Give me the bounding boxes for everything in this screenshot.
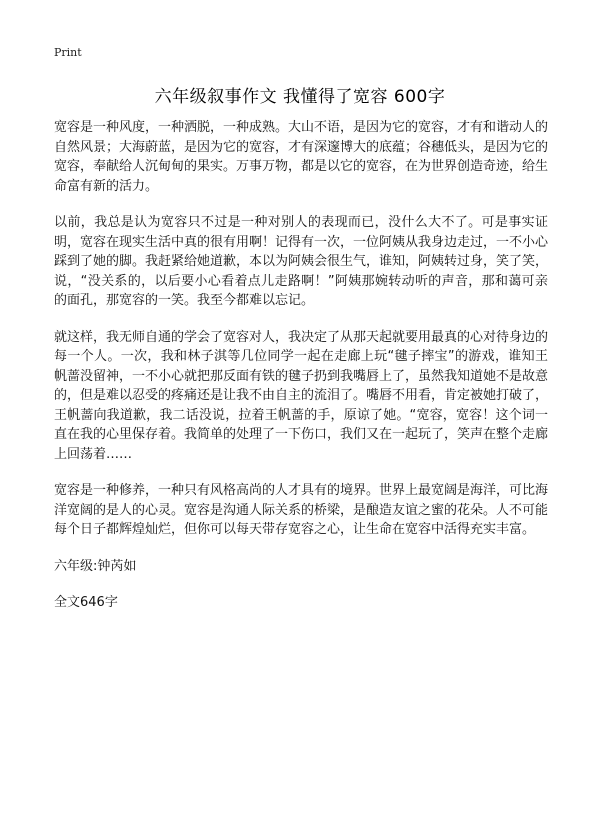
paragraph-4: 宽容是一种修养，一种只有风格高尚的人才具有的境界。世界上最宽阔是海洋，可比海洋宽阔的是人的心灵。宽容是沟通人际关系的桥梁，是酿造友谊之蜜的花朵。人不可能每个日子都辉煌灿烂，但你可以每天带存宽容之心，让生命在宽容中活得充实丰富。 bbox=[54, 483, 549, 537]
paragraph-1: 宽容是一种风度，一种洒脱，一种成熟。大山不语，是因为它的宽容，才有和谐动人的自然风景；大海蔚蓝，是因为它的宽容，才有深邃博大的底蕴；谷穗低头，是因为它的宽容，奉献给人沉甸甸的果实。万事万物，都是以它的宽容，在为世界创造奇迹，给生命富有新的活力。 bbox=[54, 120, 549, 194]
author-signature: 六年级:钟芮如 bbox=[54, 558, 137, 574]
article-title: 六年级叙事作文 我懂得了宽容 600字 bbox=[154, 87, 446, 107]
paragraph-2: 以前，我总是认为宽容只不过是一种对别人的表现而已，没什么大不了。可是事实证明，宽容在现实生活中真的很有用啊！记得有一次，一位阿姨从我身边走过，一不小心踩到了她的脚。我赶紧给她道歉，本以为阿姨会很生气，谁知，阿姨转过身，笑了笑，说，“没关系的，以后要小心看着点儿走路啊！”阿姨那婉转动听的声音，那和蔼可亲的面孔，那宽容的一笑。我至今都难以忘记。 bbox=[54, 215, 549, 308]
article-body bbox=[54, 118, 548, 630]
paragraph-3: 就这样，我无师自通的学会了宽容对人，我决定了从那天起就要用最真的心对待身边的每一个人。一次，我和林子淇等几位同学一起在走廊上玩“毽子摔宝”的游戏，谁知王帆蔷没留神，一不小心就把那反面有铁的毽子扔到我嘴唇上了，虽然我知道她不是故意的，但是难以忍受的疼痛还是让我不由自主的流泪了。嘴唇不用看，肯定被她打破了，王帆蔷向我道歉，我二话没说，拉着王帆蔷的手，原谅了她。“宽容，宽容！这个词一直在我的心里保存着。我简单的处理了一下伤口，我们又在一起玩了，笑声在整个走廊上回荡着…… bbox=[54, 329, 549, 462]
print-link[interactable]: Print bbox=[54, 46, 82, 59]
word-count: 全文646字 bbox=[54, 595, 118, 610]
